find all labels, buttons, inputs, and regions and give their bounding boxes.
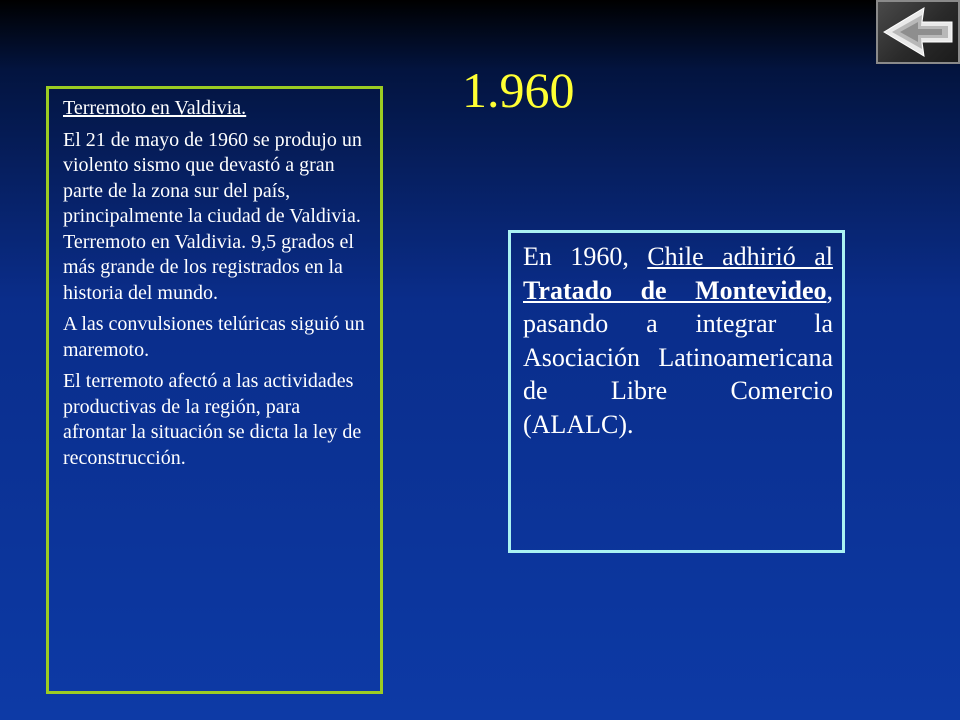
back-button[interactable] [876, 0, 960, 64]
tratado-montevideo-link[interactable]: Tratado de Montevideo [523, 275, 827, 305]
treaty-text-rest: , pasando a integrar la Asociación Latinoamericana de Libre Comercio (ALALC). [523, 275, 833, 439]
earthquake-paragraph-3: El terremoto afectó a las actividades productivas de la región, para afrontar la situación se dicta la ley de reconstrucción. [63, 370, 362, 469]
earthquake-heading: Terremoto en Valdivia. [63, 97, 247, 119]
earthquake-paragraph-1: El 21 de mayo de 1960 se produjo un violento sismo que devastó a gran parte de la zona sur del país, principalmente la ciudad de Valdivia. Terremoto en Valdivia. 9,5 grados el más grande de los registrados en la historia del mundo. [63, 128, 362, 304]
treaty-text-intro: En 1960, [523, 242, 648, 271]
earthquake-textbox [46, 86, 383, 694]
earthquake-paragraph-2: A las convulsiones telúricas siguió un maremoto. [63, 313, 365, 361]
arrow-left-icon [878, 2, 958, 62]
chile-adhirio-link[interactable]: Chile adhirió al [647, 242, 833, 271]
treaty-textbox [508, 230, 845, 553]
slide-title: 1.960 [462, 62, 575, 118]
